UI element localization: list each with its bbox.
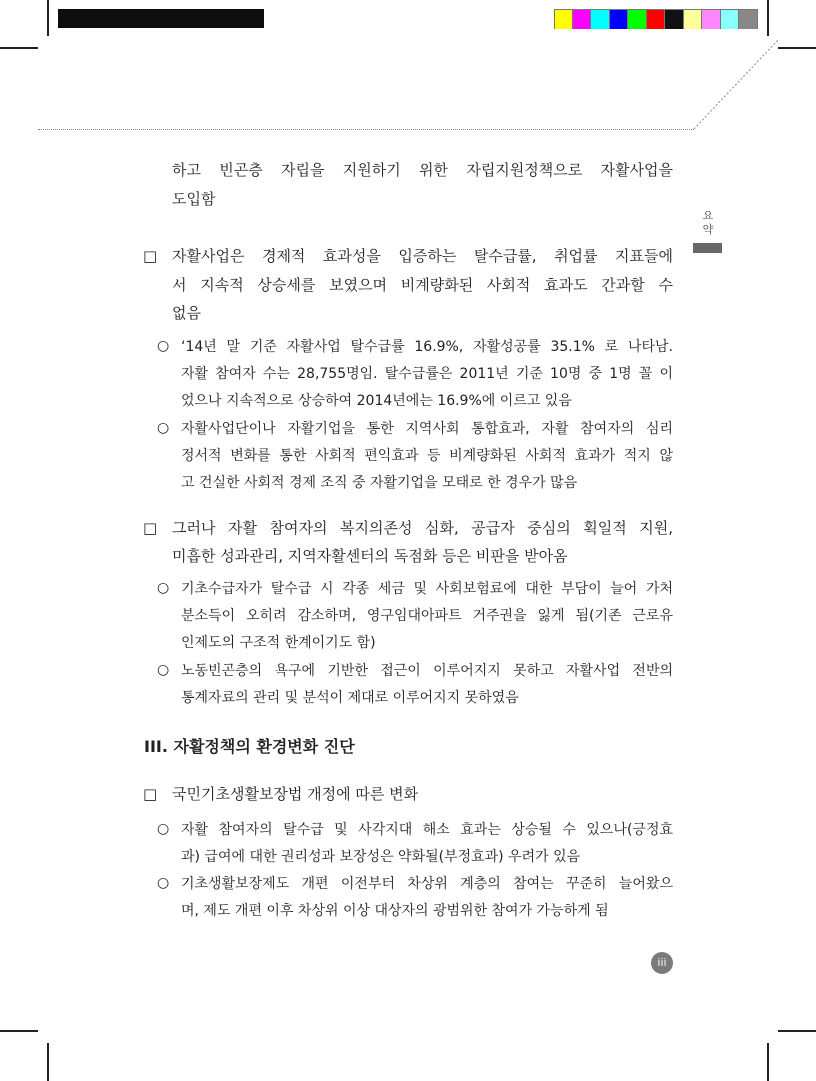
body-line: 고 건실한 사회적 경제 조직 중 자활기업을 모태로 한 경우가 많음 [181,475,578,491]
body-line: 자활사업단이나 자활기업을 통한 지역사회 통합효과, 자활 참여자의 심리 [181,421,673,437]
circle-bullet: ○ [157,580,170,596]
side-tab-char: 약 [702,223,714,236]
body-line: 었으나 지속적으로 상승하여 2014년에는 16.9%에 이르고 있음 [181,393,572,409]
circle-bullet: ○ [157,338,170,354]
circle-bullet: ○ [157,875,170,891]
body-line: 노동빈곤층의 욕구에 기반한 접근이 이루어지지 못하고 자활사업 전반의 [181,663,673,679]
body-line: 서 지속적 상승세를 보였으며 비계량화된 사회적 효과도 간과할 수 [172,276,673,294]
body-line: ‘14년 말 기준 자활사업 탈수급률 16.9%, 자활성공률 35.1% 로 나타남. [181,339,673,355]
crop-mark [47,1043,49,1081]
body-line: 기초수급자가 탈수급 시 각종 세금 및 사회보험료에 대한 부담이 늘어 가처 [181,581,673,597]
crop-mark [778,1030,816,1032]
section-heading: III. 자활정책의 환경변화 진단 [144,737,355,756]
side-tab-label [700,209,716,237]
body-line: 도입함 [172,190,216,208]
body-line: 분소득이 오히려 감소하며, 영구임대아파트 거주권을 잃게 됨(기존 근로유 [181,608,673,624]
body-line: 정서적 변화를 통한 사회적 편익효과 등 비계량화된 사회적 효과가 적지 않 [181,448,673,464]
circle-bullet: ○ [157,662,170,678]
page-number: iii [651,952,673,974]
page-fold-line [0,0,816,140]
body-line: 미흡한 성과관리, 지역자활센터의 독점화 등은 비판을 받아옴 [172,547,568,565]
body-line: 통계자료의 관리 및 분석이 제대로 이루어지지 못하였음 [181,690,519,706]
body-line: 하고 빈곤층 자립을 지원하기 위한 자립지원정책으로 자활사업을 [172,161,673,179]
circle-bullet: ○ [157,821,170,837]
body-line: 없음 [172,304,201,322]
body-line: 자활 참여자 수는 28,755명임. 탈수급률은 2011년 기준 10명 중 1명 꼴 이 [181,366,673,382]
body-line: 그러나 자활 참여자의 복지의존성 심화, 공급자 중심의 획일적 지원, [172,519,673,537]
body-line: 기초생활보장제도 개편 이전부터 차상위 계층의 참여는 꾸준히 늘어왔으 [181,876,673,892]
circle-bullet: ○ [157,420,170,436]
body-line: 자활 참여자의 탈수급 및 사각지대 해소 효과는 상승될 수 있으나(긍정효 [181,822,673,838]
square-bullet: □ [143,785,158,803]
side-tab-bar [693,243,722,253]
crop-mark [767,1043,769,1081]
body-line: 과) 급여에 대한 권리성과 보장성은 약화될(부정효과) 우려가 있음 [181,849,581,865]
body-line: 국민기초생활보장법 개정에 따른 변화 [172,785,419,803]
body-line: 자활사업은 경제적 효과성을 입증하는 탈수급률, 취업률 지표들에 [172,247,673,265]
square-bullet: □ [143,519,158,537]
body-line: 인제도의 구조적 한계이기도 함) [181,635,376,651]
side-tab-char: 요 [702,209,714,222]
square-bullet: □ [143,247,158,265]
body-line: 며, 제도 개편 이후 차상위 이상 대상자의 광범위한 참여가 가능하게 됨 [181,903,609,919]
crop-mark [0,1030,38,1032]
